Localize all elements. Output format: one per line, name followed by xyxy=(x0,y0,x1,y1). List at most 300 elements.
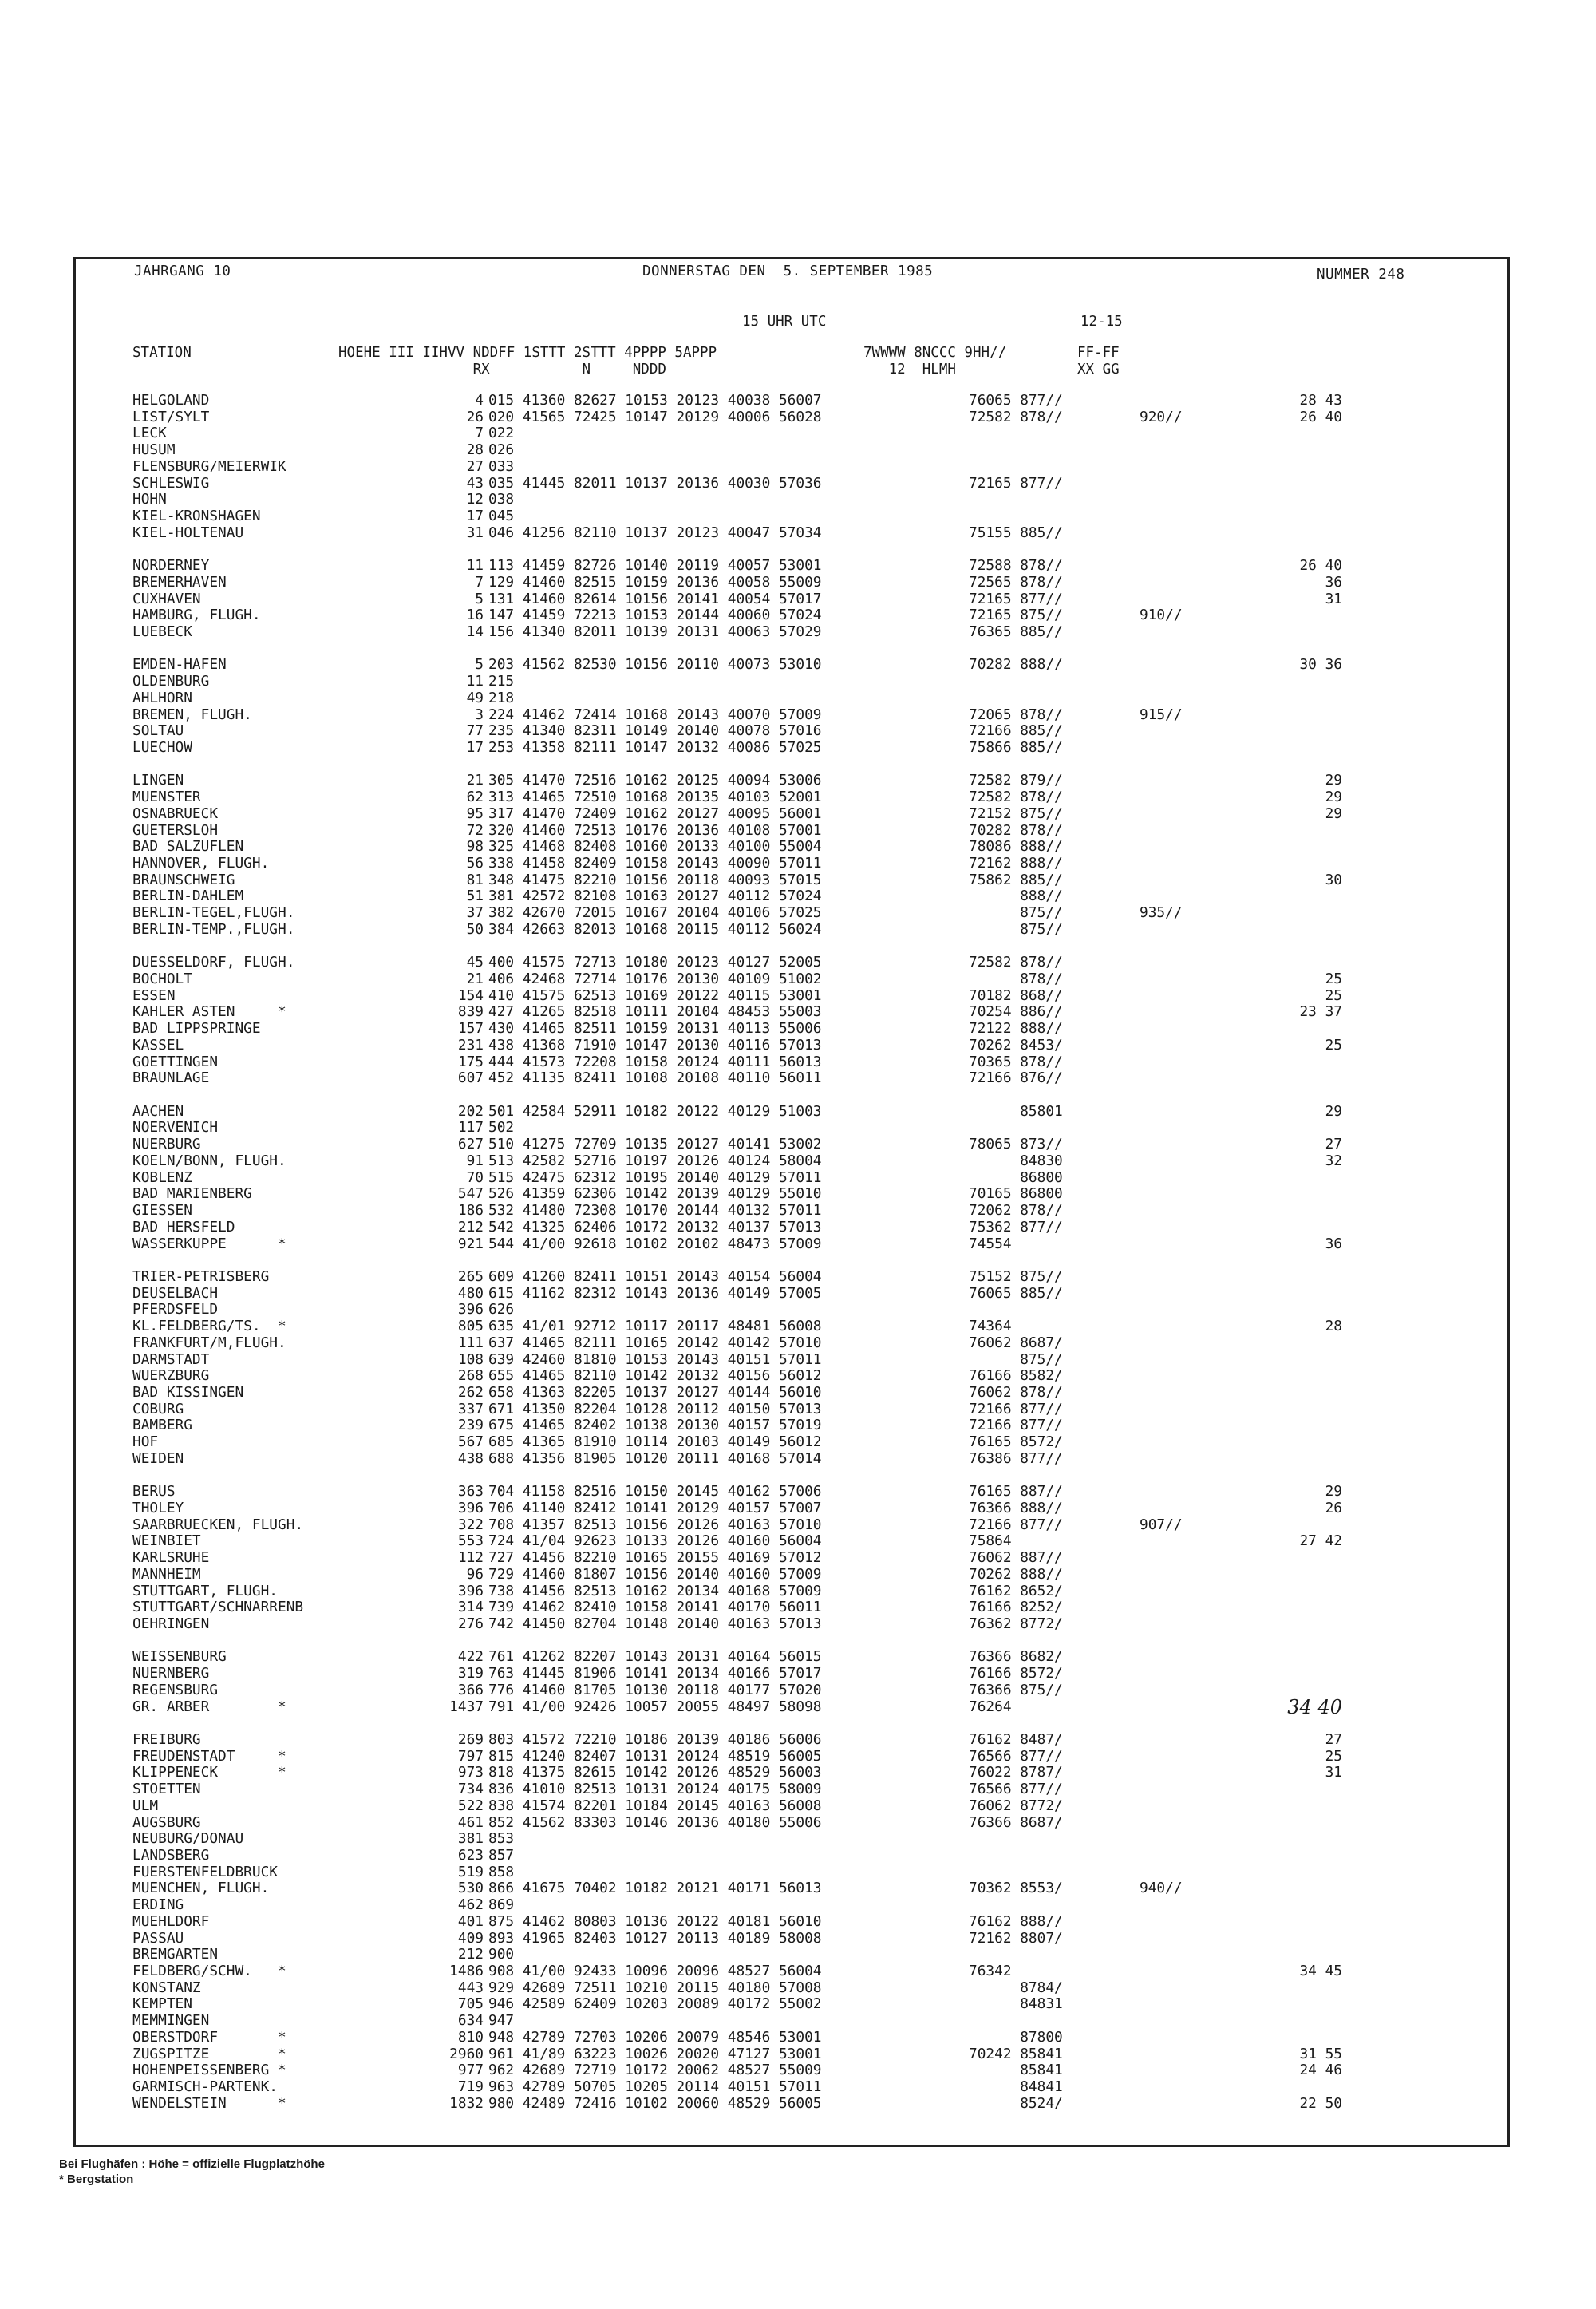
station-altitude: 212 xyxy=(457,1218,484,1236)
station-weather-groups: 76366 875// xyxy=(969,1681,1063,1698)
station-observation-groups: 510 41275 72709 10135 20127 40141 53002 xyxy=(488,1136,822,1153)
station-weather-groups: 76366 888// xyxy=(969,1499,1063,1516)
station-weather-groups xyxy=(959,1302,1140,1319)
station-observation-groups: 658 41363 82205 10137 20127 40144 56010 xyxy=(488,1383,822,1401)
table-row xyxy=(132,2046,1489,2063)
station-gusts: 30 xyxy=(1325,871,1342,888)
station-observation-groups: 532 41480 72308 10170 20144 40132 57011 xyxy=(488,1202,822,1220)
table-row xyxy=(132,1004,1489,1021)
station-gusts xyxy=(1259,1666,1342,1682)
station-observation-groups: 501 42584 52911 10182 20122 40129 51003 xyxy=(488,1102,822,1120)
station-gusts xyxy=(1259,1996,1342,2013)
station-observation-groups: 438 41368 71910 10147 20130 40116 57013 xyxy=(488,1036,822,1054)
station-gusts xyxy=(1259,1897,1342,1914)
station-observation-groups: 724 41/04 92623 10133 20126 40160 56004 xyxy=(488,1532,822,1550)
table-row xyxy=(132,1533,1489,1550)
station-weather-groups: 888// xyxy=(969,888,1063,905)
station-observation-groups: 430 41465 82511 10159 20131 40113 55006 xyxy=(488,1020,822,1038)
station-observation-groups: 224 41462 72414 10168 20143 40070 57009 xyxy=(488,706,822,723)
station-altitude: 797 xyxy=(457,1747,484,1765)
station-cloud-height xyxy=(1140,575,1259,591)
station-weather-groups: 72122 888// xyxy=(969,1020,1063,1038)
station-altitude: 977 xyxy=(457,2062,484,2079)
station-cloud-height xyxy=(1140,1153,1259,1170)
station-name: HELGOLAND xyxy=(132,392,210,409)
station-weather-groups: 85841 xyxy=(969,2062,1063,2079)
station-observation-groups: 838 41574 82201 10184 20145 40163 56008 xyxy=(488,1797,822,1814)
station-altitude: 45 xyxy=(466,954,484,971)
station-gusts: 27 42 xyxy=(1299,1532,1342,1550)
station-observation-groups: 035 41445 82011 10137 20136 40030 57036 xyxy=(488,474,822,492)
station-cloud-height xyxy=(1140,2062,1259,2079)
station-gusts: 29 xyxy=(1325,805,1342,822)
station-name: BAD SALZUFLEN xyxy=(132,838,244,856)
station-observation-groups: 544 41/00 92618 10102 20102 48473 57009 xyxy=(488,1235,822,1252)
station-observation-groups: 869 xyxy=(488,1896,515,1914)
station-name: WUERZBURG xyxy=(132,1367,210,1385)
station-name: DEUSELBACH xyxy=(132,1284,219,1302)
station-name: BAD KISSINGEN xyxy=(132,1383,244,1401)
station-gusts xyxy=(1259,1798,1342,1815)
station-observation-groups: 317 41470 72409 10162 20127 40095 56001 xyxy=(488,805,822,822)
station-weather-groups xyxy=(959,492,1140,508)
station-gusts xyxy=(1259,1583,1342,1600)
station-cloud-height xyxy=(1140,476,1259,492)
station-cloud-height xyxy=(1140,1831,1259,1848)
table-row xyxy=(132,1897,1489,1914)
station-weather-groups: 76165 8572/ xyxy=(969,1433,1063,1451)
station-observation-groups: 738 41456 82513 10162 20134 40168 57009 xyxy=(488,1582,822,1599)
station-altitude: 95 xyxy=(466,805,484,822)
station-altitude: 5 xyxy=(475,590,484,607)
station-observation-groups: 609 41260 82411 10151 20143 40154 56004 xyxy=(488,1267,822,1285)
station-weather-groups: 78086 888// xyxy=(969,838,1063,856)
station-cloud-height xyxy=(1140,1417,1259,1434)
station-altitude: 396 xyxy=(457,1582,484,1599)
table-row xyxy=(132,1599,1489,1616)
table-row xyxy=(132,1567,1489,1583)
station-altitude: 5 xyxy=(475,656,484,674)
station-observation-groups: 929 42689 72511 10210 20115 40180 57008 xyxy=(488,1979,822,1996)
station-altitude: 401 xyxy=(457,1912,484,1930)
table-row xyxy=(132,1815,1489,1832)
station-weather-groups: 76162 8487/ xyxy=(969,1730,1063,1748)
station-cloud-height xyxy=(1140,1550,1259,1567)
station-cloud-height xyxy=(1140,1963,1259,1980)
station-weather-groups: 74364 xyxy=(969,1318,1012,1335)
station-observation-groups: 026 xyxy=(488,441,515,459)
station-observation-groups: 815 41240 82407 10131 20124 48519 56005 xyxy=(488,1747,822,1765)
station-name: FREIBURG xyxy=(132,1730,201,1748)
station-gusts xyxy=(1259,1352,1342,1369)
station-gusts: 26 40 xyxy=(1299,557,1342,575)
station-altitude: 363 xyxy=(457,1483,484,1500)
station-gusts xyxy=(1259,1120,1342,1137)
station-observation-groups: 635 41/01 92712 10117 20117 48481 56008 xyxy=(488,1318,822,1335)
table-row xyxy=(132,872,1489,889)
station-observation-groups: 038 xyxy=(488,491,515,508)
station-cloud-height xyxy=(1140,1335,1259,1352)
table-row xyxy=(132,657,1489,674)
table-row xyxy=(132,773,1489,789)
station-cloud-height xyxy=(1140,1104,1259,1121)
station-weather-groups: 76264 xyxy=(969,1698,1012,1715)
station-altitude: 480 xyxy=(457,1284,484,1302)
station-cloud-height xyxy=(1140,1236,1259,1253)
station-gusts xyxy=(1259,1434,1342,1451)
station-weather-groups: 72166 877// xyxy=(969,1516,1063,1533)
station-gusts xyxy=(1259,508,1342,525)
station-cloud-height xyxy=(1140,740,1259,757)
table-row xyxy=(132,1947,1489,1963)
station-weather-groups: 76566 877// xyxy=(969,1781,1063,1798)
station-name: BRAUNLAGE xyxy=(132,1069,210,1087)
table-row xyxy=(132,690,1489,707)
table-row xyxy=(132,1616,1489,1633)
station-gusts xyxy=(1259,1402,1342,1418)
table-row xyxy=(132,955,1489,971)
station-observation-groups: 253 41358 82111 10147 20132 40086 57025 xyxy=(488,739,822,757)
station-cloud-height xyxy=(1140,657,1259,674)
station-weather-groups xyxy=(959,1848,1140,1864)
station-weather-groups: 70182 868// xyxy=(969,986,1063,1004)
station-weather-groups: 72165 877// xyxy=(969,474,1063,492)
station-weather-groups xyxy=(959,2013,1140,2030)
station-observation-groups: 866 41675 70402 10182 20121 40171 56013 xyxy=(488,1880,822,1897)
table-row xyxy=(132,1302,1489,1319)
station-altitude: 462 xyxy=(457,1896,484,1914)
station-weather-groups: 875// xyxy=(969,904,1063,922)
station-gusts: 26 xyxy=(1325,1499,1342,1516)
station-weather-groups: 72165 875// xyxy=(969,607,1063,624)
station-cloud-height xyxy=(1140,1599,1259,1616)
table-row xyxy=(132,905,1489,922)
station-weather-groups: 76386 877// xyxy=(969,1449,1063,1467)
table-row xyxy=(132,1682,1489,1699)
group-spacer xyxy=(132,1633,1489,1650)
table-row xyxy=(132,1402,1489,1418)
station-observation-groups: 671 41350 82204 10128 20112 40150 57013 xyxy=(488,1400,822,1417)
station-name: SAARBRUECKEN, FLUGH. xyxy=(132,1516,304,1533)
station-gusts xyxy=(1259,1286,1342,1303)
station-altitude: 186 xyxy=(457,1202,484,1220)
station-gusts xyxy=(1259,888,1342,905)
ext-range-label: 12-15 xyxy=(1080,314,1123,330)
station-gusts xyxy=(1259,1781,1342,1798)
station-altitude: 27 xyxy=(466,457,484,475)
station-name: FLENSBURG/MEIERWIK xyxy=(132,457,286,475)
group-spacer xyxy=(132,641,1489,658)
station-gusts xyxy=(1259,624,1342,641)
station-gusts: 25 xyxy=(1325,971,1342,988)
station-altitude: 111 xyxy=(457,1334,484,1351)
station-altitude: 265 xyxy=(457,1267,484,1285)
station-observation-groups: 853 xyxy=(488,1830,515,1848)
table-row xyxy=(132,558,1489,575)
station-cloud-height xyxy=(1140,1798,1259,1815)
station-observation-groups: 791 41/00 92426 10057 20055 48497 58098 xyxy=(488,1698,822,1715)
station-cloud-height xyxy=(1140,1137,1259,1153)
station-weather-groups: 72565 878// xyxy=(969,573,1063,591)
table-row xyxy=(132,789,1489,806)
station-weather-groups: 87800 xyxy=(969,2028,1063,2046)
station-observation-groups: 348 41475 82210 10156 20118 40093 57015 xyxy=(488,871,822,888)
station-altitude: 719 xyxy=(457,2078,484,2096)
station-observation-groups: 818 41375 82615 10142 20126 48529 56003 xyxy=(488,1764,822,1781)
station-gusts xyxy=(1259,1220,1342,1236)
station-gusts: 24 46 xyxy=(1299,2062,1342,2079)
station-name: MUEHLDORF xyxy=(132,1912,210,1930)
station-weather-groups xyxy=(959,690,1140,707)
station-gusts xyxy=(1259,2079,1342,2096)
station-name: ERDING xyxy=(132,1896,184,1914)
station-gusts xyxy=(1259,1269,1342,1286)
table-row xyxy=(132,1104,1489,1121)
table-row xyxy=(132,492,1489,508)
station-observation-groups: 313 41465 72510 10168 20135 40103 52001 xyxy=(488,789,822,806)
station-weather-groups: 76366 8687/ xyxy=(969,1813,1063,1831)
table-row xyxy=(132,2030,1489,2046)
station-cloud-height xyxy=(1140,2046,1259,2063)
station-cloud-height xyxy=(1140,955,1259,971)
station-weather-groups: 76365 885// xyxy=(969,623,1063,641)
station-cloud-height xyxy=(1140,872,1259,889)
station-table xyxy=(132,393,1489,2112)
table-row xyxy=(132,1269,1489,1286)
station-observation-groups: 235 41340 82311 10149 20140 40078 57016 xyxy=(488,722,822,740)
station-altitude: 50 xyxy=(466,920,484,938)
station-altitude: 37 xyxy=(466,904,484,922)
station-observation-groups: 427 41265 82518 10111 20104 48453 55003 xyxy=(488,1003,822,1021)
station-name: NOERVENICH xyxy=(132,1119,219,1137)
table-row xyxy=(132,740,1489,757)
station-altitude: 276 xyxy=(457,1615,484,1632)
table-row xyxy=(132,1517,1489,1534)
station-gusts: 34 40 xyxy=(1287,1695,1342,1718)
station-cloud-height xyxy=(1140,1666,1259,1682)
station-altitude: 805 xyxy=(457,1318,484,1335)
station-name: WEIDEN xyxy=(132,1449,184,1467)
station-name: ESSEN xyxy=(132,986,176,1004)
station-gusts xyxy=(1259,1451,1342,1468)
station-gusts xyxy=(1259,1203,1342,1220)
station-name: KASSEL xyxy=(132,1036,184,1054)
station-weather-groups: 8784/ xyxy=(969,1979,1063,1996)
station-gusts: 26 40 xyxy=(1299,408,1342,425)
table-row xyxy=(132,1583,1489,1600)
table-row xyxy=(132,1914,1489,1931)
station-weather-groups: 85801 xyxy=(969,1102,1063,1120)
station-cloud-height xyxy=(1140,525,1259,542)
station-altitude: 17 xyxy=(466,508,484,525)
station-observation-groups: 729 41460 81807 10156 20140 40160 57009 xyxy=(488,1565,822,1583)
station-cloud-height xyxy=(1140,1749,1259,1765)
station-altitude: 547 xyxy=(457,1185,484,1203)
station-altitude: 2960 xyxy=(449,2045,484,2062)
station-name: NUERBURG xyxy=(132,1136,201,1153)
station-cloud-height xyxy=(1140,1038,1259,1054)
station-altitude: 239 xyxy=(457,1417,484,1434)
jahrgang-label: JAHRGANG 10 xyxy=(134,263,231,279)
table-row xyxy=(132,707,1489,724)
station-cloud-height xyxy=(1140,1451,1259,1468)
table-row xyxy=(132,1831,1489,1848)
station-name: NORDERNEY xyxy=(132,557,210,575)
station-altitude: 337 xyxy=(457,1400,484,1417)
station-name: BAD LIPPSPRINGE xyxy=(132,1020,261,1038)
station-observation-groups: 305 41470 72516 10162 20125 40094 53006 xyxy=(488,772,822,789)
station-gusts: 29 xyxy=(1325,789,1342,806)
station-name: OSNABRUECK xyxy=(132,805,219,822)
station-weather-groups: 86800 xyxy=(969,1168,1063,1186)
station-gusts xyxy=(1259,459,1342,476)
station-name: NUERNBERG xyxy=(132,1665,210,1682)
station-cloud-height xyxy=(1140,690,1259,707)
station-name: ULM xyxy=(132,1797,159,1814)
station-weather-groups: 76366 8682/ xyxy=(969,1648,1063,1666)
column-station: STATION xyxy=(132,345,192,361)
station-gusts xyxy=(1259,1385,1342,1402)
station-altitude: 1437 xyxy=(449,1698,484,1715)
table-row xyxy=(132,2079,1489,2096)
station-weather-groups: 76166 8252/ xyxy=(969,1599,1063,1616)
station-weather-groups: 70254 886// xyxy=(969,1003,1063,1021)
station-weather-groups: 70362 8553/ xyxy=(969,1880,1063,1897)
table-row xyxy=(132,1848,1489,1864)
station-weather-groups: 75866 885// xyxy=(969,739,1063,757)
station-name: PASSAU xyxy=(132,1929,184,1947)
table-row xyxy=(132,1864,1489,1881)
station-cloud-height xyxy=(1140,2079,1259,2096)
station-observation-groups: 381 42572 82108 10163 20127 40112 57024 xyxy=(488,888,822,905)
table-row xyxy=(132,607,1489,624)
station-name: GARMISCH-PARTENK. xyxy=(132,2078,278,2096)
station-observation-groups: 727 41456 82210 10165 20155 40169 57012 xyxy=(488,1549,822,1567)
station-weather-groups: 70365 878// xyxy=(969,1053,1063,1070)
station-gusts: 29 xyxy=(1325,1102,1342,1120)
station-weather-groups xyxy=(959,459,1140,476)
station-weather-groups: 72582 879// xyxy=(969,772,1063,789)
station-observation-groups: 763 41445 81906 10141 20134 40166 57017 xyxy=(488,1665,822,1682)
station-name: HOHENPEISSENBERG * xyxy=(132,2062,286,2079)
table-row xyxy=(132,1368,1489,1385)
station-altitude: 443 xyxy=(457,1979,484,1996)
station-cloud-height xyxy=(1140,459,1259,476)
station-altitude: 734 xyxy=(457,1781,484,1798)
date-label: DONNERSTAG DEN 5. SEPTEMBER 1985 xyxy=(642,263,934,279)
station-altitude: 705 xyxy=(457,1995,484,2013)
station-weather-groups xyxy=(959,442,1140,459)
station-weather-groups: 75155 885// xyxy=(969,524,1063,541)
station-name: LIST/SYLT xyxy=(132,408,210,425)
table-row xyxy=(132,674,1489,690)
station-altitude: 117 xyxy=(457,1119,484,1137)
station-altitude: 108 xyxy=(457,1350,484,1368)
station-observation-groups: 947 xyxy=(488,2012,515,2030)
table-row xyxy=(132,971,1489,988)
station-name: KOELN/BONN, FLUGH. xyxy=(132,1152,286,1169)
station-name: FRANKFURT/M,FLUGH. xyxy=(132,1334,286,1351)
station-weather-groups: 72582 878// xyxy=(969,789,1063,806)
column-codes: HOEHE III IIHVV NDDFF 1STTT 2STTT 4PPPP 5APPP xyxy=(338,345,717,361)
station-altitude: 202 xyxy=(457,1102,484,1120)
station-gusts xyxy=(1259,1616,1342,1633)
station-gusts: 31 55 xyxy=(1299,2045,1342,2062)
station-gusts xyxy=(1259,839,1342,856)
station-name: MANNHEIM xyxy=(132,1565,201,1583)
table-row xyxy=(132,1732,1489,1749)
station-name: STUTTGART/SCHNARRENB xyxy=(132,1599,304,1616)
station-name: NEUBURG/DONAU xyxy=(132,1830,244,1848)
station-gusts xyxy=(1259,1368,1342,1385)
table-row xyxy=(132,1153,1489,1170)
station-gusts: 27 xyxy=(1325,1136,1342,1153)
station-altitude: 409 xyxy=(457,1929,484,1947)
station-cloud-height xyxy=(1140,1402,1259,1418)
station-cloud-height xyxy=(1140,1434,1259,1451)
station-altitude: 231 xyxy=(457,1036,484,1054)
station-weather-groups: 76062 878// xyxy=(969,1383,1063,1401)
table-row xyxy=(132,888,1489,905)
station-observation-groups: 963 42789 50705 10205 20114 40151 57011 xyxy=(488,2078,822,2096)
station-altitude: 81 xyxy=(466,871,484,888)
station-gusts xyxy=(1259,1947,1342,1963)
station-name: WEINBIET xyxy=(132,1532,201,1550)
station-weather-groups xyxy=(959,508,1140,525)
station-gusts xyxy=(1259,1550,1342,1567)
station-altitude: 49 xyxy=(466,689,484,706)
table-row xyxy=(132,459,1489,476)
station-altitude: 11 xyxy=(466,673,484,690)
station-name: KIEL-HOLTENAU xyxy=(132,524,244,541)
station-observation-groups: 203 41562 82530 10156 20110 40073 53010 xyxy=(488,656,822,674)
table-row xyxy=(132,575,1489,591)
station-altitude: 553 xyxy=(457,1532,484,1550)
station-altitude: 3 xyxy=(475,706,484,723)
table-row xyxy=(132,1352,1489,1369)
station-observation-groups: 113 41459 82726 10140 20119 40057 53001 xyxy=(488,557,822,575)
station-weather-groups: 76342 xyxy=(969,1963,1012,1979)
station-cloud-height xyxy=(1140,1319,1259,1335)
station-weather-groups: 76062 887// xyxy=(969,1549,1063,1567)
station-name: WEISSENBURG xyxy=(132,1648,227,1666)
table-row xyxy=(132,442,1489,459)
station-observation-groups: 156 41340 82011 10139 20131 40063 57029 xyxy=(488,623,822,641)
station-gusts: 25 xyxy=(1325,986,1342,1004)
station-name: KOBLENZ xyxy=(132,1168,192,1186)
station-observation-groups: 675 41465 82402 10138 20130 40157 57019 xyxy=(488,1417,822,1434)
station-cloud-height xyxy=(1140,1120,1259,1137)
station-name: BREMGARTEN xyxy=(132,1946,219,1963)
station-name: STUTTGART, FLUGH. xyxy=(132,1582,278,1599)
station-cloud-height xyxy=(1140,988,1259,1005)
issue-number: NUMMER 248 xyxy=(1317,267,1405,283)
station-altitude: 77 xyxy=(466,722,484,740)
station-cloud-height xyxy=(1140,1170,1259,1187)
station-gusts xyxy=(1259,723,1342,740)
station-name: BERLIN-TEGEL,FLUGH. xyxy=(132,904,295,922)
station-weather-groups: 72152 875// xyxy=(969,805,1063,822)
station-name: KEMPTEN xyxy=(132,1995,192,2013)
station-gusts xyxy=(1259,905,1342,922)
station-cloud-height xyxy=(1140,1220,1259,1236)
station-weather-groups: 72166 877// xyxy=(969,1400,1063,1417)
station-gusts: 25 xyxy=(1325,1747,1342,1765)
station-cloud-height xyxy=(1140,1302,1259,1319)
station-gusts xyxy=(1259,690,1342,707)
station-name: HOHN xyxy=(132,491,167,508)
station-altitude: 269 xyxy=(457,1730,484,1748)
